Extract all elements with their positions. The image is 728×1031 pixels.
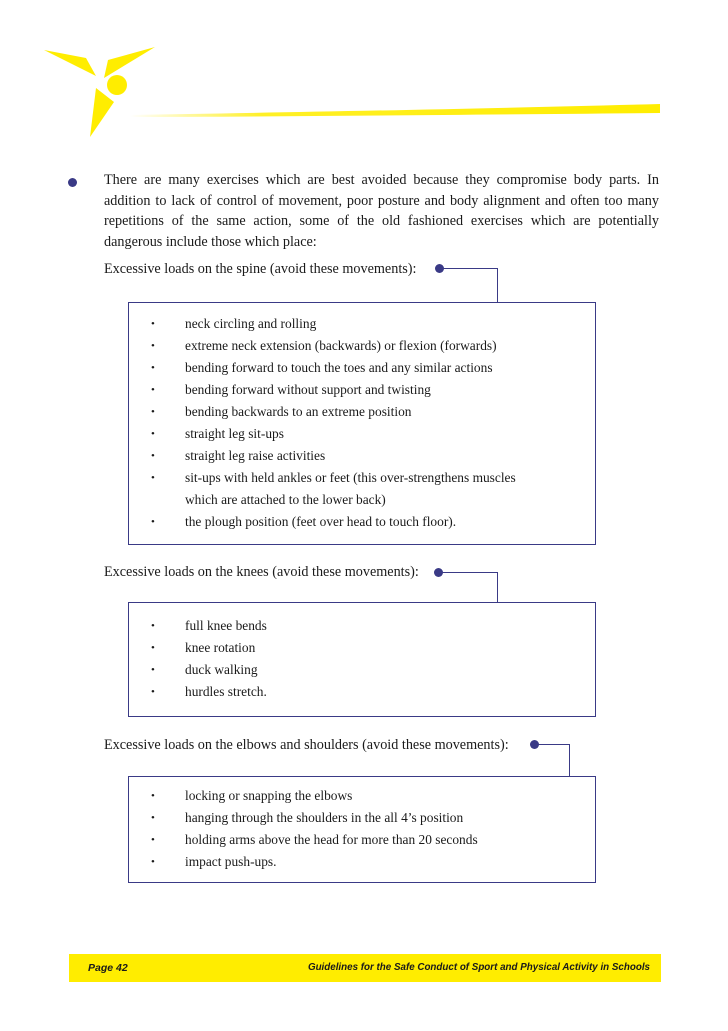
bullet-icon: • [151, 856, 155, 868]
elbows-section-heading: Excessive loads on the elbows and shoulders (avoid these movements): [104, 737, 509, 753]
bullet-icon: • [151, 834, 155, 846]
list-item-text: the plough position (feet over head to touch floor). [185, 514, 457, 529]
list-item [149, 379, 516, 401]
list-item-continuation: which are attached to the lower back) [185, 492, 386, 507]
list-item-text: bending forward without support and twisting [185, 382, 431, 397]
list-item [149, 637, 267, 659]
elbows-connector-line [537, 744, 570, 777]
bullet-icon: • [151, 790, 155, 802]
list-item [149, 829, 478, 851]
list-item [149, 615, 267, 637]
list-item [149, 401, 516, 423]
list-item-text: hanging through the shoulders in the all 4’s position [185, 810, 464, 825]
page-footer [69, 954, 661, 982]
bullet-icon: • [151, 428, 155, 440]
list-item-text: knee rotation [185, 640, 256, 655]
list-item [149, 659, 267, 681]
list-item-text: full knee bends [185, 618, 267, 633]
elbows-movements-box [128, 776, 596, 883]
list-item [149, 313, 516, 335]
list-item [149, 785, 478, 807]
logo-icon [38, 40, 163, 140]
bullet-icon: • [151, 450, 155, 462]
list-item [149, 445, 516, 467]
list-item [149, 335, 516, 357]
spine-section-heading: Excessive loads on the spine (avoid these movements): [104, 261, 417, 277]
list-item-text: sit-ups with held ankles or feet (this over-strengthens muscles [185, 470, 516, 485]
bullet-icon: • [151, 642, 155, 654]
bullet-icon: • [151, 516, 155, 528]
spine-movements-box [128, 302, 596, 545]
list-item-text: bending forward to touch the toes and any similar actions [185, 360, 493, 375]
elbows-movements-list [149, 785, 478, 873]
bullet-icon: • [151, 686, 155, 698]
bullet-icon: • [151, 664, 155, 676]
list-item [149, 807, 478, 829]
knees-section-heading: Excessive loads on the knees (avoid these movements): [104, 564, 419, 580]
bullet-icon: • [151, 384, 155, 396]
intro-bullet [68, 178, 77, 187]
spine-connector-line [442, 268, 498, 303]
document-title: Guidelines for the Safe Conduct of Sport and Physical Activity in Schools [307, 962, 650, 973]
list-item [149, 423, 516, 445]
knees-movements-box [128, 602, 596, 717]
page-number: Page 42 [88, 962, 128, 974]
list-item-text: duck walking [185, 662, 258, 677]
bullet-icon: • [151, 340, 155, 352]
list-item-text: impact push-ups. [185, 854, 277, 869]
bullet-icon: • [151, 406, 155, 418]
list-item [149, 467, 516, 511]
list-item-text: extreme neck extension (backwards) or flexion (forwards) [185, 338, 497, 353]
list-item-text: bending backwards to an extreme position [185, 404, 412, 419]
bullet-icon: • [151, 620, 155, 632]
knees-connector-line [441, 572, 498, 603]
intro-paragraph: There are many exercises which are best avoided because they compromise body parts. In addition to lack of control of movement, poor posture and body alignment and often too many repetitions of the same action, some of the old fashioned exercises which are potentially dangerous include those which place: [104, 172, 659, 250]
spine-movements-list [149, 313, 516, 533]
swoosh-decoration [130, 101, 660, 119]
list-item [149, 681, 267, 703]
list-item [149, 357, 516, 379]
list-item-text: neck circling and rolling [185, 316, 317, 331]
list-item-text: hurdles stretch. [185, 684, 267, 699]
knees-movements-list [149, 615, 267, 703]
list-item [149, 511, 516, 533]
list-item [149, 851, 478, 873]
list-item-text: straight leg sit-ups [185, 426, 284, 441]
bullet-icon: • [151, 318, 155, 330]
list-item-text: locking or snapping the elbows [185, 788, 353, 803]
bullet-icon: • [151, 472, 155, 484]
bullet-icon: • [151, 362, 155, 374]
list-item-text: holding arms above the head for more than 20 seconds [185, 832, 478, 847]
list-item-text: straight leg raise activities [185, 448, 326, 463]
bullet-icon: • [151, 812, 155, 824]
